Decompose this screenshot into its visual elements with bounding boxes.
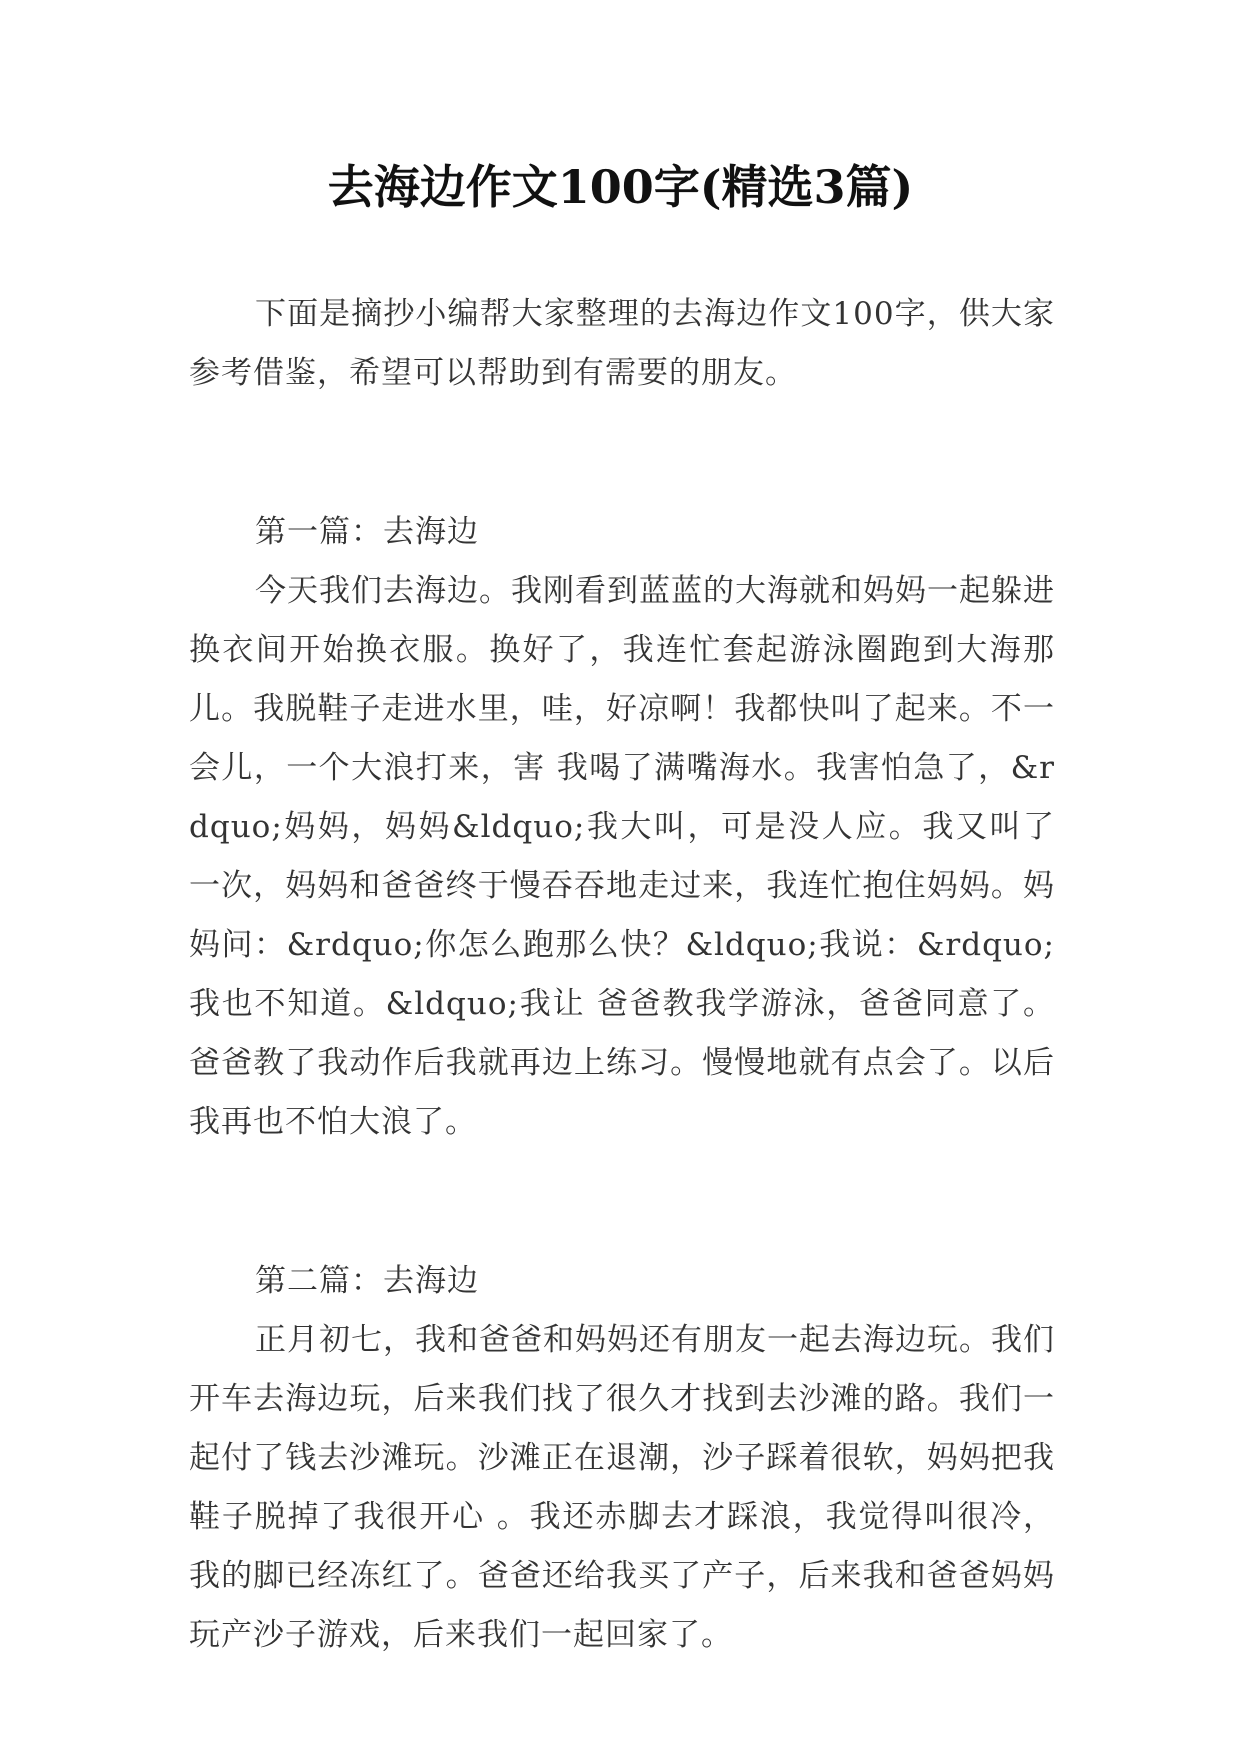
section-heading-2: 第二篇：去海边 (255, 1263, 479, 1299)
section-spacer (189, 403, 1055, 503)
section-body-1: 今天我们去海边。我刚看到蓝蓝的大海就和妈妈一起躲进换衣间开始换衣服。换好了，我连忙套起游泳圈跑到大海那儿。我脱鞋子走进水里，哇，好凉啊！我都快叫了起来。不一会儿，一个大浪打来，害 我喝了满嘴海水。我害怕急了，&rdquo;妈妈，妈妈&ldquo;我大叫，可是没人应。我又叫了一次，妈妈和爸爸终于慢吞吞地走过来，我连忙抱住妈妈。妈妈问：&rdquo;你怎么跑那么快？&ldquo;我说：&rdquo;我也不知道。&ldquo;我让 爸爸教我学游泳，爸爸同意了。爸爸教了我动作后我就再边上练习。慢慢地就有点会了。以后我再也不怕大浪了。 (189, 573, 1055, 1140)
document-title: 去海边作文100字(精选3篇) (327, 160, 914, 214)
intro-paragraph: 下面是摘抄小编帮大家整理的去海边作文100字，供大家参考借鉴，希望可以帮助到有需要的朋友。 (189, 296, 1055, 391)
section-heading-1: 第一篇：去海边 (255, 514, 479, 550)
section-spacer (189, 1152, 1055, 1252)
section-body-2: 正月初七，我和爸爸和妈妈还有朋友一起去海边玩。我们开车去海边玩，后来我们找了很久才找到去沙滩的路。我们一起付了钱去沙滩玩。沙滩正在退潮，沙子踩着很软，妈妈把我鞋子脱掉了我很开心 。我还赤脚去才踩浪，我觉得叫很冷，我的脚已经冻红了。爸爸还给我买了产子，后来我和爸爸妈妈玩产沙子游戏，后来我们一起回家了。 (189, 1322, 1055, 1653)
document-body (189, 285, 1055, 1665)
